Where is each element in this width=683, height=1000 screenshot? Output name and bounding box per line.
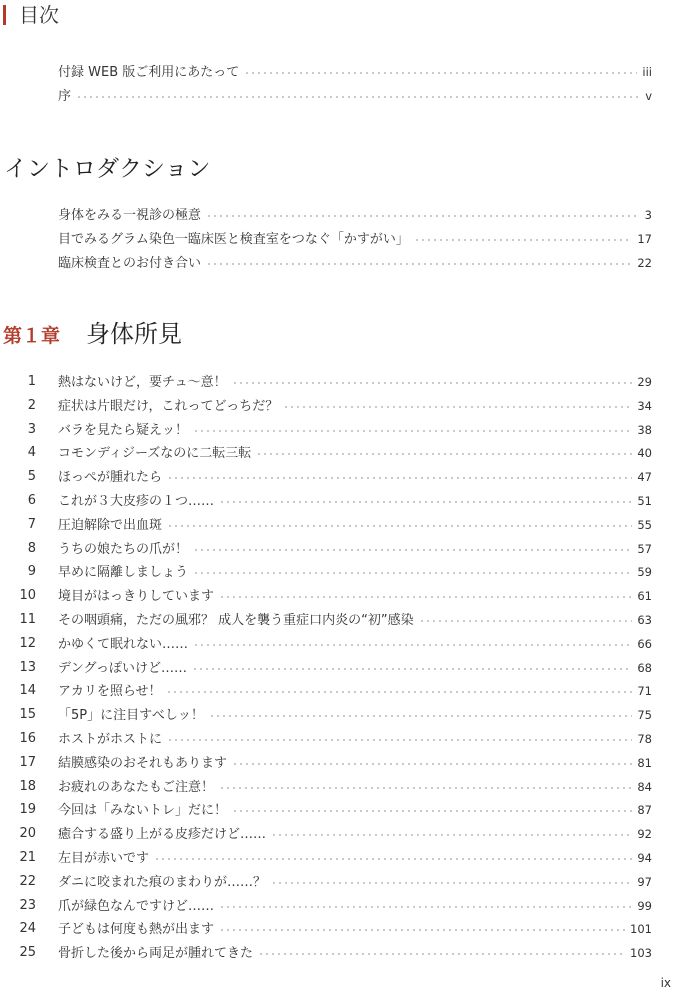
toc-entry[interactable]	[0, 941, 683, 965]
entry-line	[58, 894, 652, 918]
toc-entry[interactable]	[0, 846, 683, 870]
toc-entry[interactable]	[0, 798, 683, 822]
entry-title: お疲れのあなたもご注意！	[58, 779, 215, 795]
toc-entry[interactable]	[0, 775, 683, 799]
toc-entry[interactable]	[0, 537, 683, 561]
entry-page: 97	[637, 874, 652, 889]
toc-entry[interactable]	[0, 489, 683, 513]
entry-line	[58, 751, 652, 775]
toc-entry[interactable]	[0, 703, 683, 727]
entry-page: 99	[637, 898, 652, 913]
entry-number: 5	[27, 469, 36, 485]
entry-page: 57	[637, 541, 652, 556]
toc-entry[interactable]	[0, 227, 683, 251]
dot-leader	[193, 430, 632, 432]
entry-title: 爪が緑色なんですけど……	[58, 898, 215, 914]
entry-number: 20	[19, 826, 36, 842]
entry-line	[58, 822, 652, 846]
dot-leader	[167, 739, 632, 741]
entry-line	[58, 84, 652, 108]
entry-title: 圧迫解除で出血斑	[58, 517, 163, 533]
toc-entry[interactable]	[0, 822, 683, 846]
entry-line	[58, 941, 652, 965]
dot-leader	[283, 406, 632, 408]
entry-number: 7	[27, 516, 36, 532]
toc-entry[interactable]	[0, 418, 683, 442]
entry-page: 94	[637, 851, 652, 865]
entry-line	[58, 798, 652, 822]
entry-number: 1	[27, 374, 36, 389]
dot-leader	[206, 263, 632, 265]
entry-number: 24	[19, 921, 36, 937]
toc-entry[interactable]	[0, 513, 683, 537]
intro-heading: イントロダクション	[4, 156, 211, 182]
dot-leader	[193, 572, 632, 574]
entry-page: 92	[637, 827, 652, 842]
entry-number: 14	[19, 683, 36, 699]
entry-line	[58, 870, 652, 894]
entry-title: アカリを照らせ！	[58, 684, 162, 700]
dot-leader	[76, 96, 640, 98]
entry-line	[58, 846, 652, 870]
entry-title: 境目がはっきりしています	[58, 589, 215, 605]
entry-number: 19	[19, 802, 36, 818]
entry-page: iii	[642, 65, 652, 79]
entry-title: かゆくて眠れない……	[58, 636, 189, 652]
entry-line	[58, 418, 652, 442]
entry-number: 9	[27, 564, 36, 580]
entry-title: その咽頭痛，ただの風邪？ 成人を襲う重症口内炎の“初”感染	[58, 613, 414, 628]
entry-number: 11	[19, 612, 36, 627]
entry-title: 身体をみる一視診の極意	[58, 208, 202, 223]
toc-entry[interactable]	[0, 203, 683, 227]
entry-title: 癒合する盛り上がる皮疹だけど……	[58, 827, 267, 843]
entry-title: 付録 WEB 版ご利用にあたって	[58, 65, 240, 80]
dot-leader	[206, 215, 640, 217]
toc-entry[interactable]	[0, 441, 683, 465]
entry-line	[58, 917, 652, 941]
entry-title: デングっぽいけど……	[58, 660, 187, 676]
toc-entry[interactable]	[0, 60, 683, 84]
entry-title: 「5P」に注目すべしッ！	[58, 708, 204, 724]
dot-leader	[232, 810, 632, 812]
dot-leader	[271, 882, 632, 884]
toc-entry[interactable]	[0, 870, 683, 894]
entry-number: 15	[19, 707, 36, 723]
entry-page: 61	[637, 589, 652, 604]
entry-page: 63	[637, 613, 652, 627]
toc-entry[interactable]	[0, 560, 683, 584]
entry-number: 16	[19, 731, 36, 746]
entry-title: バラを見たら疑えッ！	[58, 422, 189, 438]
entry-page: 47	[637, 470, 652, 485]
dot-leader	[258, 953, 625, 955]
entry-number: 13	[19, 659, 36, 675]
page-number: ix	[660, 976, 671, 990]
entry-page: 3	[644, 208, 652, 222]
entry-line	[58, 370, 652, 394]
entry-line	[58, 560, 652, 584]
dot-leader	[192, 668, 632, 670]
dot-leader	[154, 858, 632, 860]
toc-entry[interactable]	[0, 370, 683, 394]
entry-page: 101	[630, 922, 652, 937]
toc-entry[interactable]	[0, 917, 683, 941]
dot-leader	[232, 382, 633, 384]
toc-entry[interactable]	[0, 727, 683, 751]
entry-title: 早めに隔離しましょう	[58, 565, 189, 581]
entry-page: 71	[637, 684, 652, 699]
entry-page: 55	[637, 517, 652, 532]
entry-title: 臨床検査とのお付き合い	[58, 256, 202, 271]
toc-entry[interactable]	[0, 251, 683, 275]
entry-number: 12	[19, 635, 36, 651]
entry-page: 87	[637, 803, 652, 818]
entry-title: ホストがホストに	[58, 732, 163, 747]
entry-number: 22	[19, 873, 36, 889]
entry-page: 51	[637, 494, 652, 508]
dot-leader	[209, 715, 633, 717]
entry-title: 熱はないけど，要チュ〜意！	[58, 375, 227, 390]
entry-line	[58, 727, 652, 751]
dot-leader	[232, 763, 632, 765]
entry-page: 103	[630, 946, 652, 961]
entry-title: ダニに咬まれた痕のまわりが……？	[58, 874, 267, 890]
toc-entry[interactable]	[0, 84, 683, 108]
entry-line	[58, 513, 652, 537]
entry-number: 25	[19, 945, 36, 961]
entry-page: 38	[637, 422, 652, 437]
entry-page: 17	[637, 232, 652, 246]
entry-line	[58, 656, 652, 680]
entry-title: 序	[58, 89, 72, 104]
toc-entry[interactable]	[0, 632, 683, 656]
entry-title: うちの娘たちの爪が！	[58, 541, 189, 557]
entry-page: v	[645, 89, 652, 103]
entry-number: 21	[19, 850, 36, 865]
entry-title: 目でみるグラム染色一臨床医と検査室をつなぐ「かすがい」	[58, 232, 409, 247]
entry-title: これが３大皮疹の１つ……	[58, 494, 215, 509]
entry-page: 22	[637, 256, 652, 270]
entry-line	[58, 251, 652, 275]
entry-line	[58, 60, 652, 84]
dot-leader	[219, 906, 632, 908]
entry-title: 子どもは何度も熱が出ます	[58, 922, 215, 938]
dot-leader	[219, 929, 625, 931]
entry-number: 4	[27, 445, 36, 461]
entry-number: 23	[19, 897, 36, 913]
dot-leader	[419, 620, 633, 622]
entry-line	[58, 227, 652, 251]
entry-number: 8	[27, 540, 36, 556]
dot-leader	[414, 239, 632, 241]
toc-entry[interactable]	[0, 465, 683, 489]
dot-leader	[167, 525, 632, 527]
dot-leader	[166, 691, 632, 693]
entry-page: 84	[637, 779, 652, 794]
entry-line	[58, 441, 652, 465]
entry-page: 78	[637, 732, 652, 746]
toc-entry[interactable]	[0, 751, 683, 775]
entry-line	[58, 537, 652, 561]
entry-page: 29	[637, 375, 652, 389]
entry-page: 34	[637, 398, 652, 413]
dot-leader	[219, 501, 632, 503]
entry-title: 左目が赤いです	[58, 851, 150, 866]
entry-number: 17	[19, 754, 36, 770]
toc-title: 目次	[19, 3, 59, 27]
entry-title: コモンディジーズなのに二転三転	[58, 446, 252, 462]
entry-line	[58, 632, 652, 656]
entry-page: 68	[637, 660, 652, 675]
toc-entry[interactable]	[0, 679, 683, 703]
entry-line	[58, 489, 652, 513]
entry-line	[58, 608, 652, 632]
entry-line	[58, 203, 652, 227]
entry-page: 66	[637, 636, 652, 651]
entry-line	[58, 775, 652, 799]
toc-entry[interactable]	[0, 894, 683, 918]
entry-page: 59	[637, 565, 652, 580]
dot-leader	[167, 477, 632, 479]
toc-entry[interactable]	[0, 584, 683, 608]
entry-line	[58, 465, 652, 489]
chapter-label: 第１章	[3, 325, 61, 347]
dot-leader	[256, 453, 632, 455]
entry-line	[58, 394, 652, 418]
entry-number: 18	[19, 778, 36, 794]
entry-title: 骨折した後から両足が腫れてきた	[58, 946, 254, 962]
entry-title: 結膜感染のおそれもあります	[58, 755, 228, 771]
entry-number: 3	[27, 421, 36, 437]
entry-number: 10	[19, 588, 36, 604]
entry-page: 75	[637, 708, 652, 723]
toc-entry[interactable]	[0, 394, 683, 418]
entry-number: 2	[27, 397, 36, 413]
entry-page: 40	[637, 446, 652, 461]
entry-page: 81	[637, 755, 652, 770]
entry-line	[58, 703, 652, 727]
entry-title: 今回は「みないトレ」だに！	[58, 803, 228, 819]
chapter-title: 身体所見	[86, 320, 182, 348]
entry-title: ほっぺが腫れたら	[58, 470, 163, 486]
dot-leader	[193, 644, 632, 646]
entry-line	[58, 584, 652, 608]
dot-leader	[244, 72, 637, 74]
entry-title: 症状は片眼だけ，これってどっちだ？	[58, 398, 279, 414]
toc-entry[interactable]	[0, 656, 683, 680]
dot-leader	[219, 596, 632, 598]
dot-leader	[193, 549, 632, 551]
dot-leader	[271, 834, 632, 836]
toc-entry[interactable]	[0, 608, 683, 632]
entry-number: 6	[27, 493, 36, 508]
title-accent-bar	[3, 5, 6, 25]
entry-line	[58, 679, 652, 703]
dot-leader	[219, 787, 632, 789]
